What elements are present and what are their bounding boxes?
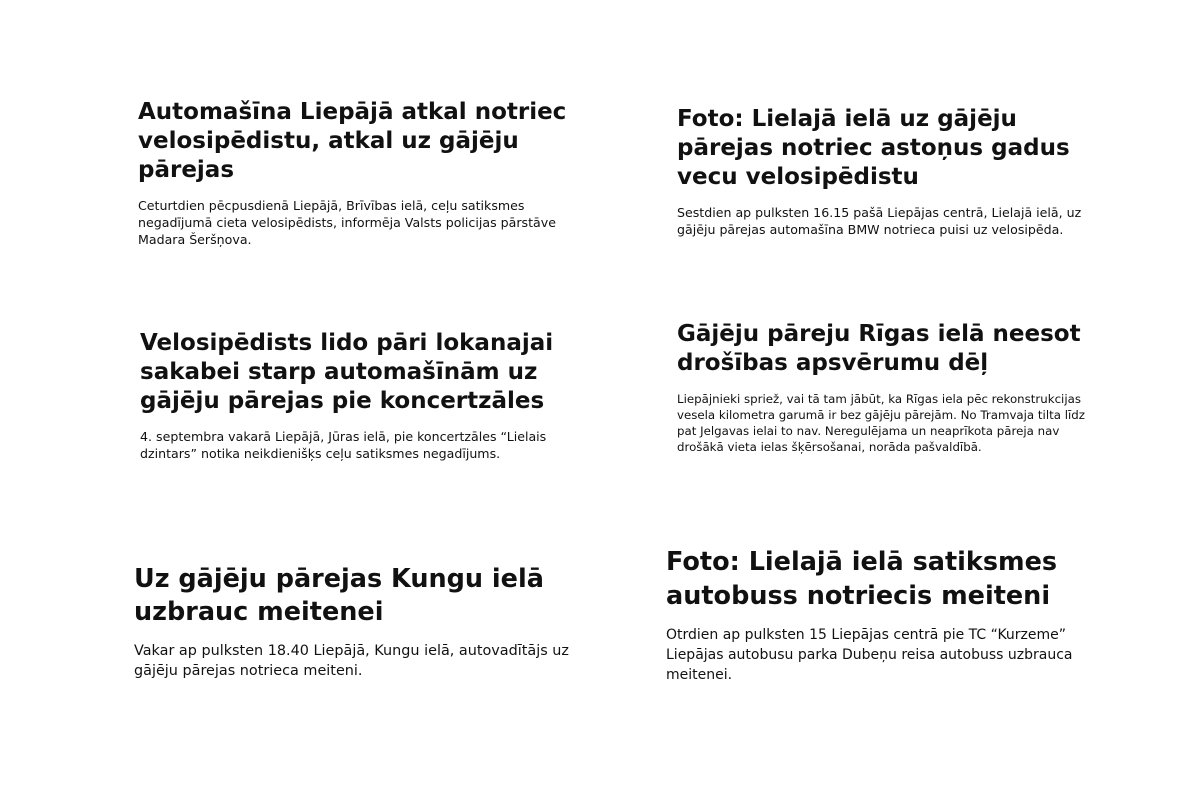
article-headline[interactable]: Automašīna Liepājā atkal notriec velosipēdistu, atkal uz gājēju pārejas <box>138 99 567 183</box>
article-headline[interactable]: Velosipēdists lido pāri lokanajai sakabei starp automašīnām uz gājēju pārejas pie koncertzāles <box>140 330 554 414</box>
article-headline[interactable]: Foto: Lielajā ielā satiksmes autobuss notriecis meiteni <box>666 547 1058 611</box>
article-headline[interactable]: Uz gājēju pārejas Kungu ielā uzbrauc meitenei <box>134 564 544 627</box>
article-headline[interactable]: Foto: Lielajā ielā uz gājēju pārejas notriec astoņus gadus vecu velosipēdistu <box>677 106 1070 190</box>
article-summary: Ceturtdien pēcpusdienā Liepājā, Brīvības ielā, ceļu satiksmes negadījumā cieta velosipēdists, informēja Valsts policijas pārstāve Madara Šeršņova. <box>138 198 556 247</box>
article-summary: 4. septembra vakarā Liepājā, Jūras ielā, pie koncertzāles “Lielais dzintars” notika neikdienišķs ceļu satiksmes negadījums. <box>140 429 547 461</box>
article-summary: Sestdien ap pulksten 16.15 pašā Liepājas centrā, Lielajā ielā, uz gājēju pārejas automašīna BMW notrieca puisi uz velosipēda. <box>677 205 1082 237</box>
article-card[interactable] <box>677 320 1097 455</box>
article-card[interactable] <box>677 105 1097 238</box>
article-card[interactable] <box>138 98 578 248</box>
article-summary: Vakar ap pulksten 18.40 Liepājā, Kungu ielā, autovadītājs uz gājēju pārejas notrieca meiteni. <box>134 643 569 679</box>
article-summary: Liepājnieki spriež, vai tā tam jābūt, ka Rīgas iela pēc rekonstrukcijas vesela kilometra garumā ir bez gājēju pārejām. No Tramvaja tilta līdz pat Jelgavas ielai to nav. Neregulējama un neaprīkota pāreja nav drošākā vieta ielas šķērsošanai, norāda pašvaldībā. <box>677 392 1085 454</box>
article-card[interactable] <box>666 545 1116 685</box>
article-headline[interactable]: Gājēju pāreju Rīgas ielā neesot drošības apsvērumu dēļ <box>677 321 1081 376</box>
article-card[interactable] <box>134 563 584 681</box>
article-card[interactable] <box>140 329 590 462</box>
article-summary: Otrdien ap pulksten 15 Liepājas centrā pie TC “Kurzeme” Liepājas autobusu parka Dubeņu reisa autobuss uzbrauca meitenei. <box>666 627 1073 683</box>
